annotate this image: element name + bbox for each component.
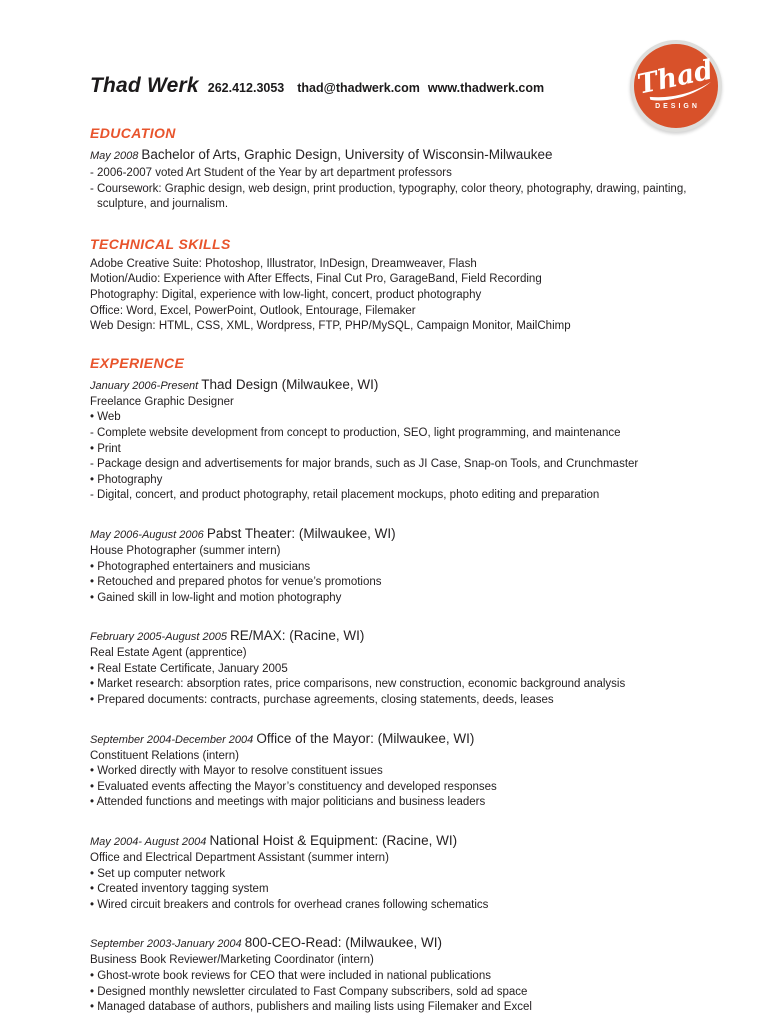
section-experience (90, 355, 706, 1016)
section-technical-skills (90, 236, 706, 335)
job-entry (90, 832, 706, 913)
experience-heading: EXPERIENCE (90, 354, 185, 371)
job-line: • Market research: absorption rates, price comparisons, new construction, economic background analysis (90, 678, 626, 691)
job-line: • Prepared documents: contracts, purchase agreements, closing statements, deeds, leases (90, 694, 554, 707)
job-company: Pabst Theater: (Milwaukee, WI) (206, 525, 396, 541)
job-line: • Attended functions and meetings with major politicians and business leaders (90, 796, 486, 809)
job-line: - Complete website development from concept to production, SEO, light programming, and maintenance (90, 426, 621, 439)
education-details (90, 166, 706, 213)
job-head (90, 376, 706, 395)
education-entry-head (90, 146, 706, 165)
skill-line: Adobe Creative Suite: Photoshop, Illustrator, InDesign, Dreamweaver, Flash (90, 257, 477, 270)
job-line: • Created inventory tagging system (90, 883, 269, 896)
job-line: - Package design and advertisements for major brands, such as JI Case, Snap-on Tools, and Crunchmaster (90, 458, 639, 471)
job-head (90, 525, 706, 544)
job-line: • Managed database of authors, publishers and mailing lists using Filemaker and Excel (90, 1001, 532, 1014)
job-line: • Retouched and prepared photos for venue’s promotions (90, 576, 382, 589)
job-company: 800-CEO-Read: (Milwaukee, WI) (244, 935, 443, 951)
education-detail-line: - 2006-2007 voted Art Student of the Year by art department professors (90, 167, 452, 179)
resume-content (90, 74, 706, 1016)
job-line: • Web (90, 411, 121, 424)
job-line: • Print (90, 442, 121, 455)
job-line: - Digital, concert, and product photography, retail placement mockups, photo editing and preparation (90, 489, 600, 502)
phone-number: 262.412.3053 (207, 81, 285, 95)
logo-caption-text: DESIGN (655, 103, 700, 110)
job-line: • Photography (90, 473, 163, 486)
education-detail-line: - Coursework: Graphic design, web design, print production, typography, color theory, photography, drawing, painting, sculpture, and journalism. (90, 182, 687, 211)
job-line: • Set up computer network (90, 867, 226, 880)
job-date: January 2006-Present (90, 379, 199, 392)
job-line: • Photographed entertainers and musicians (90, 560, 311, 573)
job-entry (90, 934, 706, 1015)
job-role: Office and Electrical Department Assistant (summer intern) (90, 852, 389, 865)
job-line: • Designed monthly newsletter circulated to Fast Company subscribers, sold ad space (90, 985, 528, 998)
job-company: National Hoist & Equipment: (Racine, WI) (209, 833, 458, 849)
job-company: Thad Design (Milwaukee, WI) (201, 376, 379, 392)
job-role: House Photographer (summer intern) (90, 544, 281, 557)
technical-skills-heading: TECHNICAL SKILLS (90, 235, 231, 252)
job-company: RE/MAX: (Racine, WI) (230, 628, 365, 644)
job-line: • Ghost-wrote book reviews for CEO that were included in national publications (90, 970, 491, 982)
education-degree: Bachelor of Arts, Graphic Design, University of Wisconsin-Milwaukee (141, 147, 553, 162)
skill-line: Web Design: HTML, CSS, XML, Wordpress, FTP, PHP/MySQL, Campaign Monitor, MailChimp (90, 320, 571, 333)
skill-line: Photography: Digital, experience with low-light, concert, product photography (90, 288, 482, 301)
job-head (90, 832, 706, 851)
job-head (90, 934, 706, 953)
job-entry (90, 525, 706, 606)
person-name: Thad Werk (90, 74, 199, 97)
website-url: www.thadwerk.com (427, 81, 545, 95)
job-entry (90, 627, 706, 708)
skill-line: Motion/Audio: Experience with After Effects, Final Cut Pro, GarageBand, Field Recording (90, 273, 542, 286)
job-date: February 2005-August 2005 (90, 631, 227, 644)
resume-header (90, 74, 706, 98)
skill-line: Office: Word, Excel, PowerPoint, Outlook, Entourage, Filemaker (90, 304, 416, 317)
job-role: Real Estate Agent (apprentice) (90, 647, 247, 660)
job-date: May 2004- August 2004 (90, 836, 207, 849)
job-line: • Evaluated events affecting the Mayor’s constituency and developed responses (90, 780, 497, 793)
job-line: • Gained skill in low-light and motion photography (90, 591, 342, 604)
job-role: Freelance Graphic Designer (90, 395, 234, 408)
job-date: September 2003-January 2004 (90, 938, 242, 951)
job-line: • Worked directly with Mayor to resolve constituent issues (90, 765, 383, 778)
education-heading: EDUCATION (90, 125, 176, 141)
job-role: Constituent Relations (intern) (90, 749, 239, 762)
job-head (90, 730, 706, 749)
job-entry (90, 730, 706, 811)
job-date: May 2006-August 2006 (90, 528, 204, 541)
job-company: Office of the Mayor: (Milwaukee, WI) (256, 730, 475, 746)
email-address: thad@thadwerk.com (297, 81, 420, 95)
job-line: • Wired circuit breakers and controls for overhead cranes following schematics (90, 898, 489, 911)
logo-script-text: Thad (634, 54, 716, 101)
job-head (90, 627, 706, 646)
job-line: • Real Estate Certificate, January 2005 (90, 662, 288, 675)
job-entry (90, 376, 706, 504)
job-date: September 2004-December 2004 (90, 733, 254, 746)
section-education (90, 125, 706, 213)
education-date: May 2008 (90, 150, 139, 162)
job-role: Business Book Reviewer/Marketing Coordinator (intern) (90, 954, 374, 967)
